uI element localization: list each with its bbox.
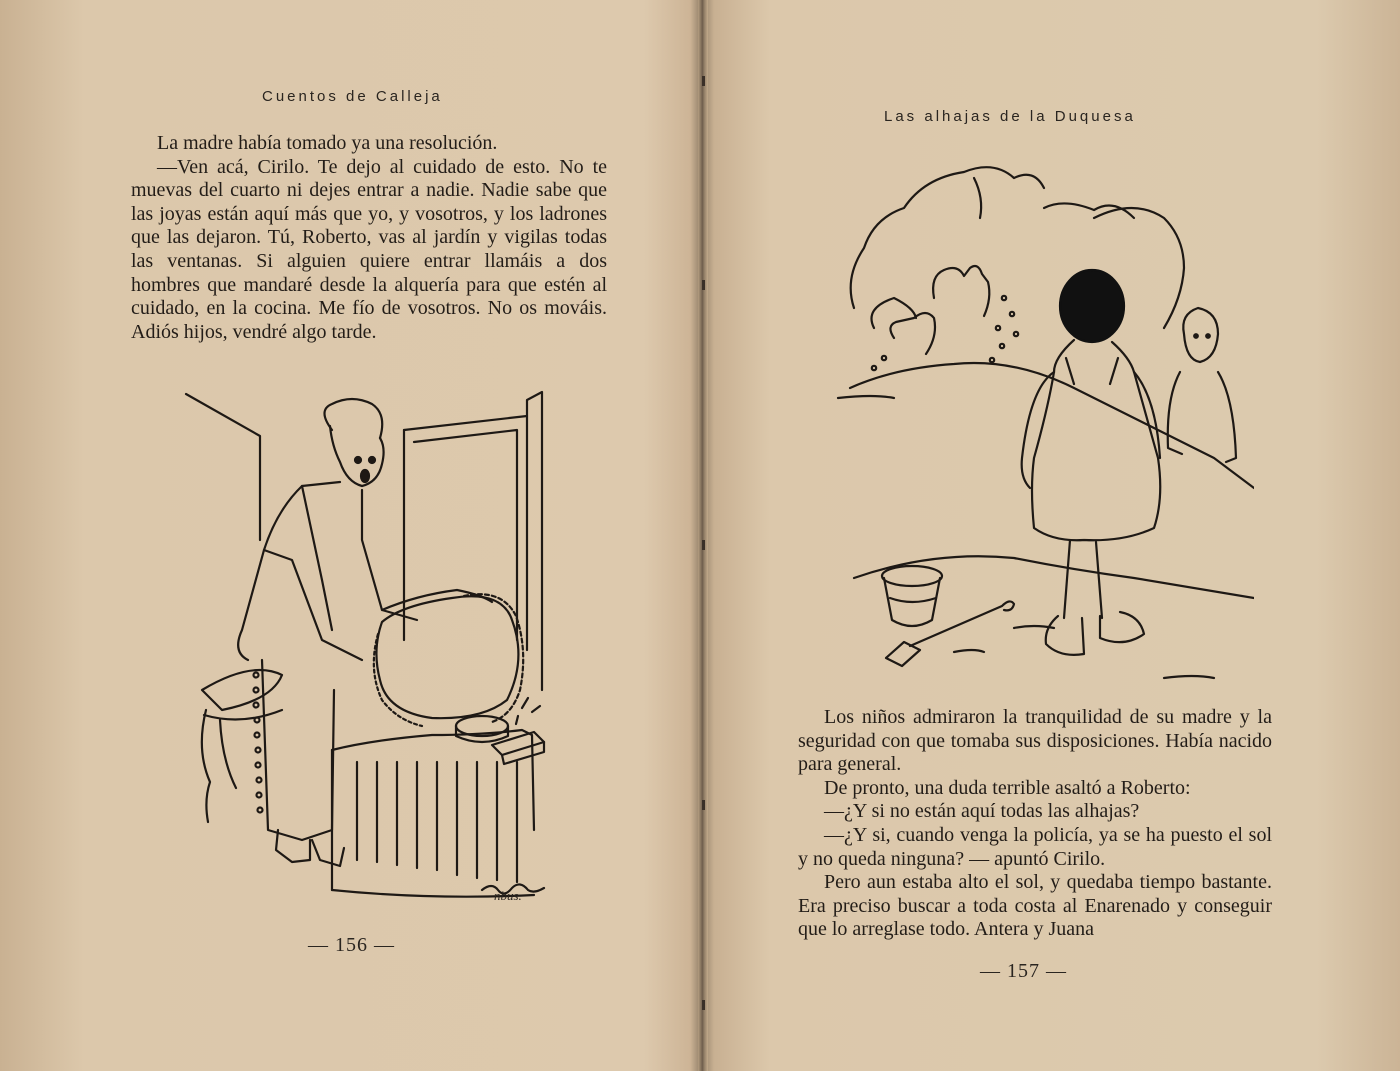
children-in-garden-illustration: [834, 158, 1254, 688]
running-head-left: Cuentos de Calleja: [262, 88, 443, 105]
binding-stitch: [702, 800, 705, 810]
paragraph: —¿Y si no están aquí todas las alhajas?: [824, 800, 1140, 823]
paragraph: —¿Y si, cuando venga la policía, ya se ha puesto el sol y no queda ninguna? — apuntó Cirilo.: [798, 823, 1272, 870]
page-number-right: — 157 —: [980, 960, 1067, 982]
paragraph: De pronto, una duda terrible asaltó a Roberto:: [824, 776, 1191, 799]
illustrator-signature: nbus.: [494, 888, 522, 903]
running-head-right: Las alhajas de la Duquesa: [884, 108, 1136, 125]
page-number-left: — 156 —: [308, 934, 395, 956]
paragraph: Los niños admiraron la tranquilidad de su madre y la seguridad con que tomaba sus disposiciones. Había nacido para general.: [798, 706, 1272, 776]
paragraph: La madre había tomado ya una resolución.: [157, 132, 498, 154]
binding-stitch: [702, 280, 705, 290]
binding-stitch: [702, 1000, 705, 1010]
left-text-block: [131, 132, 607, 344]
binding-stitch: [702, 540, 705, 550]
paragraph: —Ven acá, Cirilo. Te dejo al cuidado de esto. No te muevas del cuarto ni dejes entrar a nadie. Nadie sabe que las joyas están aquí más que yo, y vosotros, y los ladrones que las dejaron. Tú, Roberto, vas al jardín y vigilas todas las ventanas. Si alguien quiere entrar llamáis a dos hombres que mandaré desde la alquería para que estén al cuidado, en la cocina. Me fío de vosotros. No os mováis. Adiós hijos, vendré algo tarde.: [131, 155, 607, 343]
paragraph: Pero aun estaba alto el sol, y quedaba tiempo bastante. Era preciso buscar a toda costa al Enarenado y conseguir que lo arreglase todo. Antera y Juana: [798, 871, 1272, 941]
woman-with-jewel-bag-illustration: [182, 390, 562, 920]
binding-stitch: [702, 76, 705, 86]
right-page: [706, 0, 1400, 1071]
right-text-block: [798, 706, 1272, 942]
